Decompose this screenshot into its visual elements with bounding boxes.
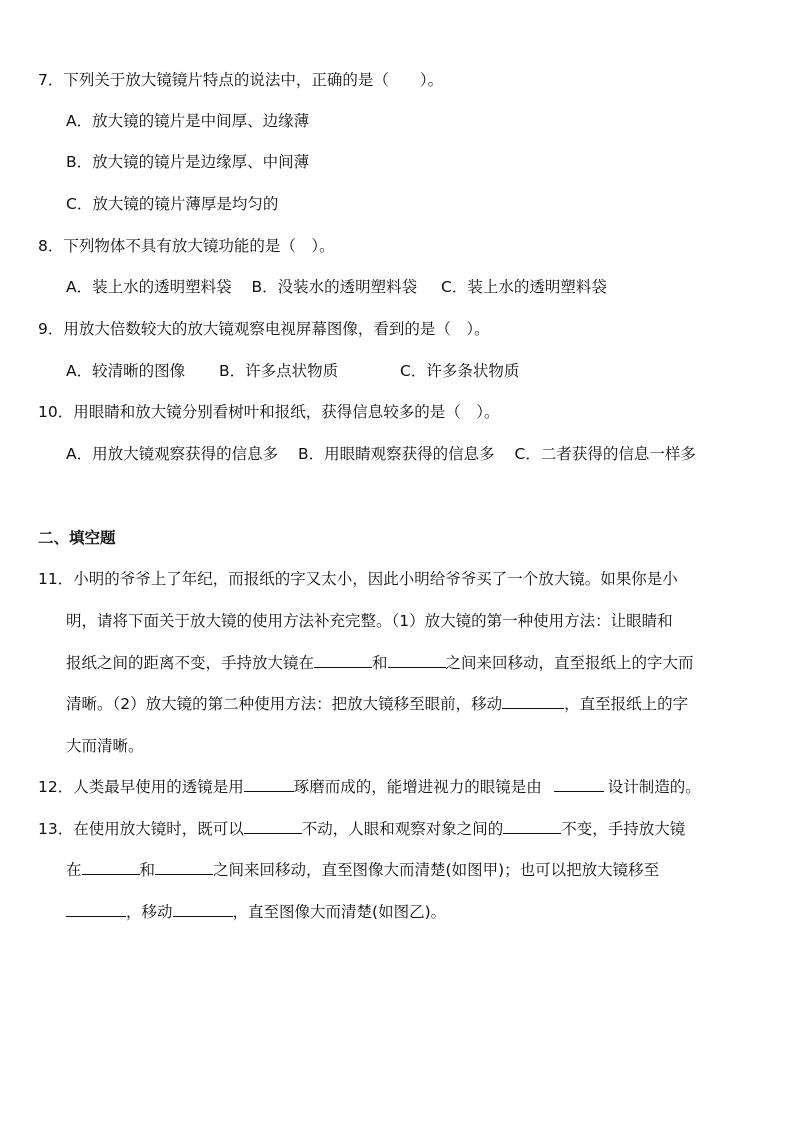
q11-line-5: 大而清晰。 [66, 737, 144, 755]
answer-blank[interactable] [173, 902, 233, 917]
q13-text: ，移动 [126, 903, 173, 921]
section-heading: 二、填空题 [38, 529, 116, 547]
q9-stem: 9．用放大倍数较大的放大镜观察电视屏幕图像，看到的是（ ）。 [38, 320, 490, 338]
q13-text: 不动，人眼和观察对象之间的 [301, 820, 504, 838]
answer-blank[interactable] [244, 819, 302, 834]
q11-line-1: 11．小明的爷爷上了年纪，而报纸的字又太小，因此小明给爷爷买了一个放大镜。如果你是小 [38, 570, 678, 588]
answer-blank[interactable] [244, 777, 294, 792]
q7-stem: 7．下列关于放大镜镜片特点的说法中，正确的是（ ）。 [38, 71, 444, 89]
q12-text: 设计制造的。 [607, 778, 701, 796]
q9-option-b: B．许多点状物质 [218, 362, 339, 380]
q11-line-3 [66, 653, 694, 673]
answer-blank[interactable] [314, 653, 372, 668]
answer-blank[interactable] [503, 819, 561, 834]
answer-blank[interactable] [82, 860, 140, 875]
q13-text: 和 [139, 861, 156, 879]
q8-option-c: C．装上水的透明塑料袋 [441, 278, 607, 296]
q11-text: 清晰。（2）放大镜的第二种使用方法：把放大镜移至眼前，移动 [66, 695, 503, 713]
q10-options [66, 444, 696, 464]
q13-text: 在 [66, 861, 82, 879]
q10-stem: 10．用眼睛和放大镜分别看树叶和报纸，获得信息较多的是（ ）。 [38, 403, 500, 421]
q8-stem: 8．下列物体不具有放大镜功能的是（ ）。 [38, 237, 335, 255]
answer-blank[interactable] [155, 860, 213, 875]
q9-option-a: A．较清晰的图像 [66, 362, 186, 380]
q9-options [66, 361, 519, 381]
answer-blank[interactable] [502, 694, 564, 709]
q11-line-4 [66, 694, 688, 714]
q13-text: 不变，手持放大镜 [561, 820, 686, 838]
q7-option-b: B．放大镜的镜片是边缘厚、中间薄 [66, 153, 310, 171]
q11-text: 和 [372, 654, 388, 672]
q7-option-a: A．放大镜的镜片是中间厚、边缘薄 [66, 112, 310, 130]
q9-option-c: C．许多条状物质 [400, 362, 520, 380]
q10-option-a: A．用放大镜观察获得的信息多 [66, 445, 279, 463]
q11-text: 报纸之间的距离不变，手持放大镜在 [66, 654, 315, 672]
q12-line [38, 777, 701, 797]
q10-option-b: B．用眼睛观察获得的信息多 [297, 445, 495, 463]
q13-text: 13．在使用放大镜时，既可以 [38, 820, 244, 838]
q10-option-c: C．二者获得的信息一样多 [514, 445, 696, 463]
q12-text: 琢磨而成的，能增进视力的眼镜是由 [293, 778, 542, 796]
q13-line-1 [38, 819, 685, 839]
q8-option-b: B．没装水的透明塑料袋 [251, 278, 418, 296]
q8-option-a: A．装上水的透明塑料袋 [66, 278, 232, 296]
q11-text: 之间来回移动，直至报纸上的字大而 [445, 654, 694, 672]
q11-text: ，直至报纸上的字 [564, 695, 689, 713]
q13-line-3 [66, 902, 446, 922]
answer-blank[interactable] [66, 902, 126, 917]
q12-text: 12．人类最早使用的透镜是用 [38, 778, 244, 796]
answer-blank[interactable] [388, 653, 446, 668]
q13-line-2 [66, 860, 659, 880]
q7-option-c: C．放大镜的镜片薄厚是均匀的 [66, 195, 279, 213]
q13-text: 之间来回移动，直至图像大而清楚(如图甲)；也可以把放大镜移至 [213, 861, 660, 879]
q11-line-2: 明，请将下面关于放大镜的使用方法补充完整。（1）放大镜的第一种使用方法：让眼睛和 [66, 612, 673, 630]
q13-text: ，直至图像大而清楚(如图乙)。 [232, 903, 447, 921]
answer-blank[interactable] [554, 777, 604, 792]
q8-options [66, 277, 607, 297]
